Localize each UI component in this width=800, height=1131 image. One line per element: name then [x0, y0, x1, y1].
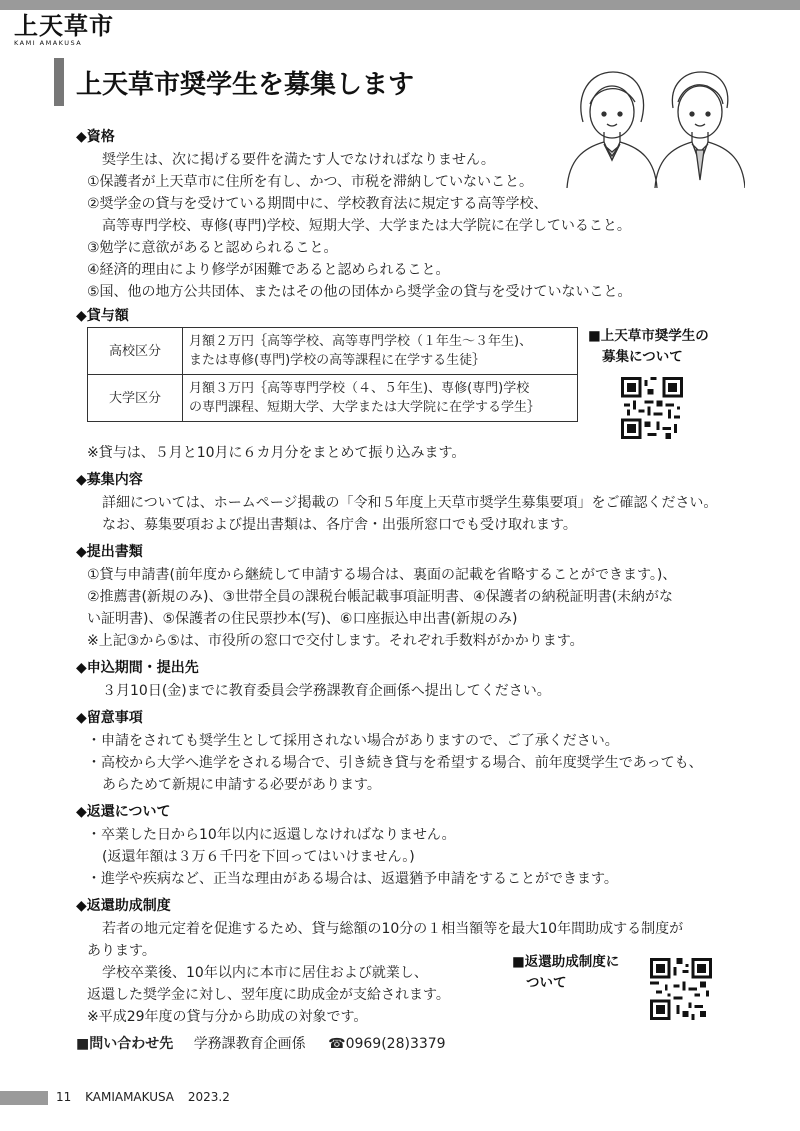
loan-table	[87, 327, 578, 422]
page-number: 11	[56, 1090, 72, 1104]
contact-label: ■問い合わせ先	[76, 1036, 174, 1052]
table-cell-amount	[183, 375, 578, 422]
title-accent-bar	[54, 58, 64, 106]
logo-subtext: KAMI AMAKUSA	[14, 39, 83, 47]
qualification-line: ⑤国、他の地方公共団体、またはその他の団体から奨学金の貸与を受けていないこと。	[87, 284, 632, 300]
qr2-label-line: ■返還助成制度に	[512, 954, 620, 970]
documents-line: ②推薦書(新規のみ)、③世帯全員の課税台帳記載事項証明書、④保護者の納税証明書(未納がな	[87, 589, 674, 605]
loan-note: ※貸与は、５月と10月に６カ月分をまとめて振り込みます。	[87, 445, 466, 461]
amount-line: 月額２万円｛高等学校、高等専門学校（１年生～３年生)、	[189, 334, 533, 349]
students-illustration	[565, 64, 745, 190]
notes-line: ・申請をされても奨学生として採用されない場合がありますので、ご了承ください。	[87, 733, 619, 749]
qualification-line: 高等専門学校、専修(専門)学校、短期大学、大学または大学院に在学していること。	[102, 218, 631, 234]
qr-code-icon[interactable]	[621, 377, 683, 439]
title-block	[54, 58, 414, 106]
qualification-heading: ◆資格	[76, 129, 115, 145]
table-cell-category: 高校区分	[88, 328, 183, 375]
page-title: 上天草市奨学生を募集します	[76, 69, 415, 100]
amount-line: または専修(専門)学校の高等課程に在学する生徒｝	[189, 353, 486, 368]
repay-line: (返還年額は３万６千円を下回ってはいけません。)	[102, 849, 415, 865]
logo-text: 上天草市	[14, 12, 114, 40]
recruit-heading: ◆募集内容	[76, 472, 143, 488]
subsidy-line: ※平成29年度の貸与分から助成の対象です。	[87, 1009, 368, 1025]
repay-heading: ◆返還について	[76, 804, 171, 820]
qr-code-icon[interactable]	[650, 958, 712, 1020]
documents-line: ※上記③から⑤は、市役所の窓口で交付します。それぞれ手数料がかかります。	[87, 633, 584, 649]
notes-line: あらためて新規に申請する必要があります。	[102, 777, 381, 793]
recruit-line: 詳細については、ホームページ掲載の「令和５年度上天草市奨学生募集要項」をご確認ください。	[102, 495, 718, 511]
period-line: ３月10日(金)までに教育委員会学務課教育企画係へ提出してください。	[102, 683, 551, 699]
magazine-name: KAMIAMAKUSA	[85, 1090, 175, 1104]
loan-heading: ◆貸与額	[76, 308, 129, 324]
table-cell-amount	[183, 328, 578, 375]
repay-line: ・進学や疾病など、正当な理由がある場合は、返還猶予申請をすることができます。	[87, 871, 618, 887]
qualification-line: ②奨学金の貸与を受けている期間中に、学校教育法に規定する高等学校、	[87, 196, 548, 212]
documents-heading: ◆提出書類	[76, 544, 143, 560]
qualification-line: ③勉学に意欲があると認められること。	[87, 240, 338, 256]
recruit-line: なお、募集要項および提出書類は、各庁舎・出張所窓口でも受け取れます。	[102, 517, 577, 533]
qualification-line: ④経済的理由により修学が困難であると認められること。	[87, 262, 450, 278]
issue-date: 2023.2	[187, 1090, 230, 1104]
contact-phone[interactable]: ☎0969(28)3379	[328, 1036, 446, 1052]
period-heading: ◆申込期間・提出先	[76, 660, 199, 676]
table-row	[88, 328, 578, 375]
qualification-line: 奨学生は、次に掲げる要件を満たす人でなければなりません。	[102, 152, 495, 168]
footer	[56, 1090, 240, 1104]
documents-line: い証明書)、⑤保護者の住民票抄本(写)、⑥口座振込申出書(新規のみ)	[87, 611, 518, 627]
table-cell-category: 大学区分	[88, 375, 183, 422]
documents-line: ①貸与申請書(前年度から継続して申請する場合は、裏面の記載を省略することができます。)、	[87, 567, 677, 583]
contact-info	[76, 1033, 446, 1053]
footer-bar	[0, 1091, 48, 1105]
subsidy-heading: ◆返還助成制度	[76, 898, 171, 914]
qr1-label-line: ■上天草市奨学生の	[588, 328, 709, 344]
notes-heading: ◆留意事項	[76, 710, 143, 726]
subsidy-line: 返還した奨学金に対し、翌年度に助成金が支給されます。	[87, 987, 450, 1003]
qr2-label	[512, 952, 619, 994]
qr1-label	[588, 326, 709, 368]
subsidy-line: あります。	[87, 943, 156, 959]
amount-line: の専門課程、短期大学、大学または大学院に在学する学生｝	[189, 400, 541, 415]
subsidy-line: 若者の地元定着を促進するため、貸与総額の10分の１相当額等を最大10年間助成する制度が	[102, 921, 684, 937]
table-row	[88, 375, 578, 422]
qr1-label-line: 募集について	[602, 349, 683, 365]
top-bar	[0, 0, 800, 10]
subsidy-line: 学校卒業後、10年以内に本市に居住および就業し、	[102, 965, 428, 981]
amount-line: 月額３万円｛高等専門学校（４、５年生)、専修(専門)学校	[189, 381, 530, 396]
qualification-line: ①保護者が上天草市に住所を有し、かつ、市税を滞納していないこと。	[87, 174, 533, 190]
contact-dept: 学務課教育企画係	[193, 1036, 306, 1052]
repay-line: ・卒業した日から10年以内に返還しなければなりません。	[87, 827, 456, 843]
city-logo	[14, 14, 124, 47]
notes-line: ・高校から大学へ進学をされる場合で、引き続き貸与を希望する場合、前年度奨学生であっても、	[87, 755, 703, 771]
qr2-label-line: ついて	[526, 975, 567, 991]
